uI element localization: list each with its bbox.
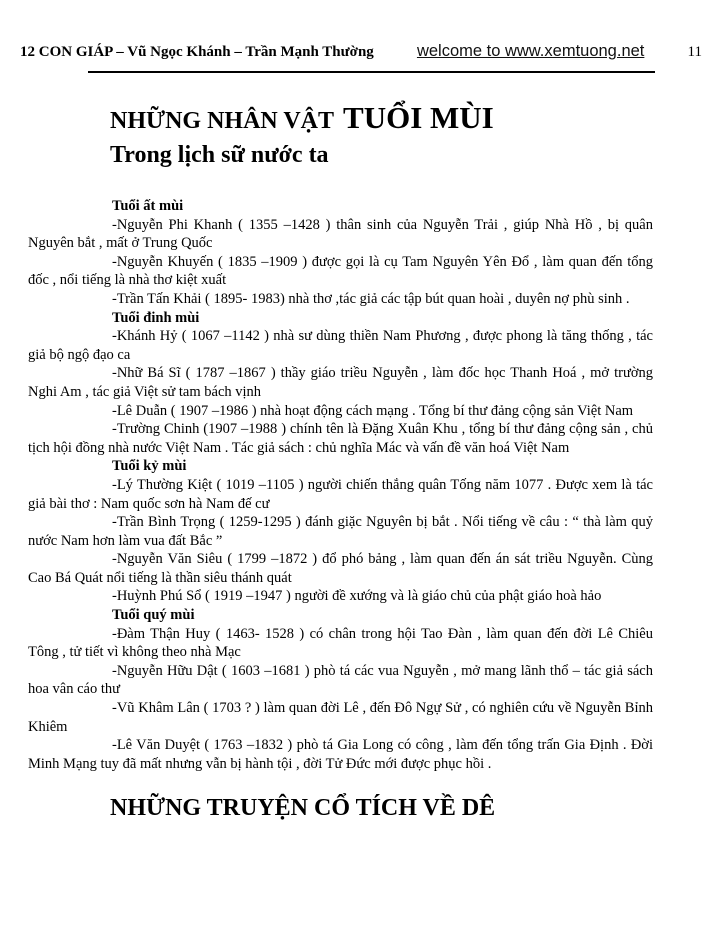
book-title: 12 CON GIÁP – Vũ Ngọc Khánh – Trần Mạnh Thường [20,44,374,60]
footer-heading: NHỮNG TRUYỆN CỔ TÍCH VỀ DÊ [110,795,496,821]
entry-paragraph: -Đàm Thận Huy ( 1463- 1528 ) có chân trong hội Tao Đàn , làm quan đến đời Lê Chiêu Tông , tử tiết vì không theo nhà Mạc [28,625,653,661]
entry-paragraph: -Nhữ Bá Sĩ ( 1787 –1867 ) thầy giáo triều Nguyễn , làm đốc học Thanh Hoá , mở trường Nghi Am , tác giả Việt sử tam bách vịnh [28,365,653,400]
page-number: 11 [687,44,702,60]
page-title-emphasis: TUỔI MÙI [343,100,494,135]
entry-paragraph: -Nguyễn Khuyến ( 1835 –1909 ) được gọi là cụ Tam Nguyên Yên Đổ , làm quan đến tổng đốc , nổi tiếng là nhà thơ kiệt xuất [28,253,653,289]
entry-paragraph: -Lê Duẫn ( 1907 –1986 ) nhà hoạt động cách mạng . Tổng bí thư đảng cộng sản Việt Nam [112,402,634,419]
section-heading: Tuổi quý mùi [112,607,195,624]
entry-paragraph: -Nguyễn Phi Khanh ( 1355 –1428 ) thân sinh của Nguyễn Trải , giúp Nhà Hồ , bị quân Nguyên bắt , mất ở Trung Quốc [28,216,653,252]
title-block [110,101,494,168]
site-link[interactable]: welcome to www.xemtuong.net [416,42,645,60]
page-title-prefix: NHỮNG NHÂN VẬT [110,108,335,134]
entry-paragraph: -Trần Tấn Khải ( 1895- 1983) nhà thơ ,tác giả các tập bút quan hoài , duyên nợ phù sinh . [112,290,630,307]
entry-paragraph: -Trần Bình Trọng ( 1259-1295 ) đánh giặc Nguyên bị bắt . Nổi tiếng về câu : “ thà làm quỷ nước Nam hơn làm vua đất Bắc ” [28,514,653,549]
section-heading: Tuổi kỷ mùi [112,458,187,475]
entry-paragraph: -Huỳnh Phú Sổ ( 1919 –1947 ) người đề xướng và là giáo chủ của phật giáo hoà hảo [112,588,602,605]
entry-paragraph: -Khánh Hỷ ( 1067 –1142 ) nhà sư dùng thiền Nam Phương , được phong là tăng thống , tác giả bộ ngộ đạo ca [28,328,653,363]
entry-paragraph: -Trường Chinh (1907 –1988 ) chính tên là Đặng Xuân Khu , tổng bí thư đảng cộng sản , chủ tịch hội đồng nhà nước Việt Nam . Tác giả sách : chủ nghĩa Mác và vấn đề văn hoá Việt Nam [28,421,653,456]
entry-paragraph: -Vũ Khâm Lân ( 1703 ? ) làm quan đời Lê , đến Đô Ngự Sử , có nghiên cứu về Nguyễn Bỉnh Khiêm [28,700,653,735]
entry-paragraph: -Lý Thường Kiệt ( 1019 –1105 ) người chiến thắng quân Tống năm 1077 . Được xem là tác giả bài thơ : Nam quốc sơn hà Nam đế cư [28,476,653,512]
body-text [28,197,653,773]
page-header [20,42,702,61]
entry-paragraph: -Nguyễn Hữu Dật ( 1603 –1681 ) phò tá các vua Nguyễn , mở mang lãnh thổ – tác giả sách hoa vân cáo thư [28,662,653,698]
page-subtitle: Trong lịch sữ nước ta [110,142,329,169]
header-divider [88,71,655,73]
entry-paragraph: -Lê Văn Duyệt ( 1763 –1832 ) phò tá Gia Long có công , làm đến tổng trấn Gia Định . Đời Minh Mạng tuy đã mất nhưng vẫn bị hành tội , đời Tử Đức mới được phục hồi . [28,737,653,772]
section-heading: Tuổi ất mùi [112,198,184,214]
section-heading: Tuổi đinh mùi [112,309,200,326]
page-title [110,101,494,135]
entry-paragraph: -Nguyễn Văn Siêu ( 1799 –1872 ) đổ phó bảng , làm quan đến án sát triều Nguyễn. Cùng Cao Bá Quát nổi tiếng là thần siêu thánh quát [28,551,653,586]
